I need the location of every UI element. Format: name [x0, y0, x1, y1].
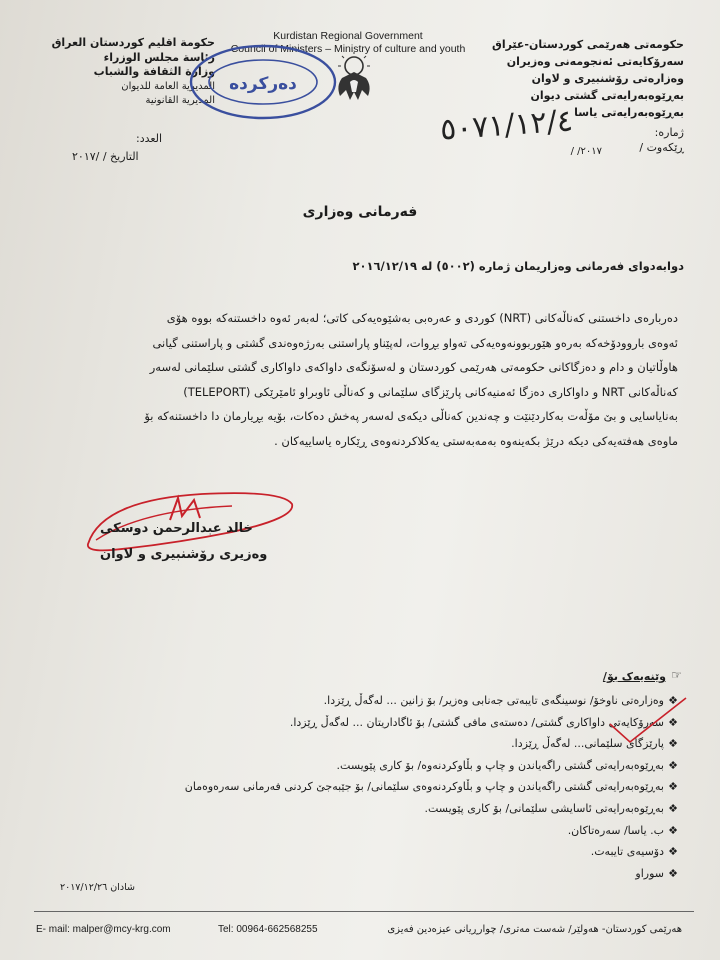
cc-item: ❖پارێزگای سلێمانی... لەگەڵ ڕێزدا.	[102, 733, 682, 755]
cc-list	[102, 690, 682, 884]
arabic-header-line: حكومة اقليم كوردستان العراق	[51, 36, 215, 49]
bullet-icon: ❖	[668, 737, 678, 751]
bullet-icon: ❖	[668, 845, 678, 859]
document-body	[40, 306, 678, 453]
kurdish-header-line: بەڕێوەبەرایەتی گشتی دیوان	[530, 89, 684, 102]
bullet-icon: ❖	[668, 823, 678, 837]
bullet-icon: ❖	[668, 715, 678, 729]
english-header-line: Kurdistan Regional Government	[273, 30, 423, 42]
pointing-hand-icon: ☞	[671, 668, 682, 682]
handwritten-reference-number: ٥٠٧١/١٢/٤	[438, 103, 575, 148]
kurdish-header-line: سەرۆکایەتی ئەنجومەنی وەزیران	[506, 55, 684, 68]
bullet-icon: ❖	[668, 801, 678, 815]
stamp-label: دەرکردە	[229, 74, 297, 94]
arabic-header-line: المديرية العامة للديوان	[121, 80, 215, 92]
kurdistan-emblem-icon	[332, 52, 376, 106]
arabic-header-line: المديرية القانونية	[145, 95, 215, 106]
cc-item: ❖بەڕێوەبەرایەتی گشتی راگەیاندن و چاپ و بڵاوکردنەوە/ بۆ کاری پێویست.	[102, 755, 682, 777]
cc-item: ❖دۆسیەی تایبەت.	[102, 841, 682, 863]
signatory-name: خالد عبدالرحمن دوسكی	[100, 521, 253, 536]
cc-item: ❖ب. یاسا/ سەرەتاکان.	[102, 820, 682, 842]
footer-email: E- mail: malper@mcy-krg.com	[36, 924, 171, 935]
footer-address: هەرێمی کوردستان- هەولێر/ شەست مەتری/ چوارڕیانی عیزەدین فەیزی	[387, 924, 682, 935]
body-line: هاوڵاتیان و دام و دەزگاکانی حکومەتی هەرێمی کوردستان و لەسۆنگەی داواکەی داواکاری گشتی سلێمانی لەسەر	[149, 360, 678, 374]
signatory-title: وەزیری رۆشنبیری و لاوان	[100, 547, 268, 562]
arabic-number-label: العدد:	[136, 132, 163, 145]
bullet-icon: ❖	[668, 694, 678, 707]
bullet-icon: ❖	[668, 866, 678, 880]
red-check-mark-icon	[600, 690, 690, 750]
body-line: بەنایاسایی و بێ مۆڵەت بەکاردێنێت و چەندین کەناڵی دیکەی لەسەر پەخش دەکات، بۆیە بڕیارمان دا داخستنەکە بۆ	[144, 409, 678, 423]
typist-note: شادان ٢٠١٧/١٢/٢٦	[60, 882, 135, 893]
kurdish-header-line: بەڕێوەبەرایەتی یاسا	[574, 106, 684, 119]
official-stamp	[188, 42, 338, 122]
body-line: کەناڵەکانی NRT و داواکاری دەزگا ئەمنیەکانی پارێزگای سلێمانی و کەناڵی ئاوبراو ئامێرێکی (TELEPORT)	[183, 384, 678, 399]
arabic-date-label: التاريخ / /٢٠١٧	[72, 150, 139, 163]
cc-item: ❖سوراو	[102, 863, 682, 885]
date-label: ڕێکەوت /	[639, 141, 684, 154]
arabic-header-line: وزارة الثقافة والشباب	[93, 65, 215, 78]
bullet-icon: ❖	[668, 758, 678, 772]
cc-item: ❖وەزارەتی ناوخۆ/ نوسینگەی تایبەتی جەنابی وەزیر/ بۆ زانین ... لەگەڵ ڕێزدا.	[102, 690, 682, 712]
document-subject: دوابەدوای فەرمانی وەزاریمان ژمارە (٥٠٠٢) لە ٢٠١٦/١٢/١٩	[352, 259, 684, 273]
cc-heading: وێنەیەک بۆ/	[602, 670, 666, 683]
kurdish-header-line: حکومەتی هەرێمی کوردستان-عێراق	[491, 38, 684, 51]
body-line: ئەوەی باروودۆخەکە بەرەو هێوربوونەوەیەکی تەواو بڕوات، لەپێناو پاراستنی بەرژەوەندی گشتی و پاراستنی گیانی	[152, 335, 678, 350]
number-label: ژمارە:	[654, 126, 684, 139]
footer-telephone: Tel: 00964-662568255	[218, 924, 318, 935]
document-title: فەرمانی وەزاری	[302, 204, 418, 220]
date-value: / /٢٠١٧	[570, 146, 602, 157]
cc-item: ❖سەرۆکایەتی داواکاری گشتی/ دەستەی مافی گشتی/ بۆ ئاگاداریتان ... لەگەڵ ڕێزدا.	[102, 712, 682, 734]
kurdish-header-line: وەزارەتی رۆشنبیری و لاوان	[531, 72, 684, 85]
footer-divider	[34, 911, 694, 912]
bullet-icon: ❖	[668, 780, 678, 794]
body-line: ماوەی هەفتەیەکی دیکە درێژ بکەینەوە بەمەبەستی یەکلاکردنەوەی ڕێکارە یاساییەکان .	[274, 433, 678, 448]
cc-item: ❖بەڕێوەبەرایەتی ئاسایشی سلێمانی/ بۆ کاری پێویست.	[102, 798, 682, 820]
english-header-line: Council of Ministers – Ministry of culture and youth	[230, 43, 466, 55]
body-line: دەربارەی داخستنی کەناڵەکانی (NRT) کوردی و عەرەبی بەشێوەیەکی کاتی؛ لەبەر ئەوە داخستنەکە بووە هۆی	[166, 311, 678, 325]
cc-item: ❖بەڕێوەبەرایەتی گشتی راگەیاندن و چاپ و بڵاوکردنەوەی سلێمانی/ بۆ جێبەجێ کردنی فەرمانی سەرەوەمان	[102, 776, 682, 798]
arabic-header-line: رئاسة مجلس الوزراء	[103, 50, 215, 64]
